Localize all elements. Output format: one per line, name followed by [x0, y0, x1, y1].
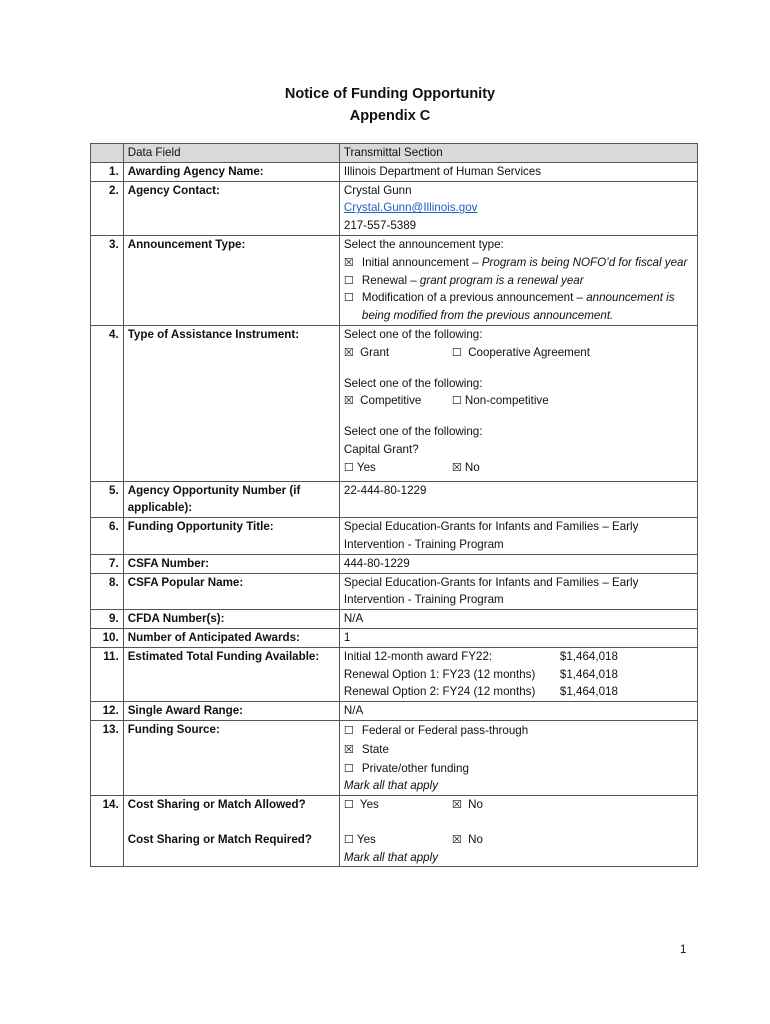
competition-options: [344, 392, 693, 410]
funding-line: [344, 666, 693, 684]
unchecked-box-icon[interactable]: ☐: [343, 291, 354, 305]
field-value: [339, 796, 697, 867]
announcement-option-renewal[interactable]: [344, 272, 693, 290]
field-label: CSFA Number:: [123, 554, 339, 573]
option-label: Federal or Federal pass-through: [361, 723, 529, 737]
funding-source-state[interactable]: [344, 741, 693, 759]
option-label: Yes: [359, 798, 379, 812]
table-row: [91, 554, 698, 573]
field-value: [339, 235, 697, 325]
option-label: Initial announcement –: [361, 255, 482, 269]
field-value: Special Education-Grants for Infants and Families – Early Intervention - Training Program: [339, 573, 697, 610]
field-value: Special Education-Grants for Infants and Families – Early Intervention - Training Program: [339, 518, 697, 555]
unchecked-box-icon[interactable]: ☐: [343, 273, 354, 287]
unchecked-box-icon[interactable]: ☐: [343, 723, 354, 737]
option-label: Private/other funding: [361, 761, 469, 775]
table-header-row: [91, 144, 698, 163]
field-label: [123, 796, 339, 867]
table-row: [91, 610, 698, 629]
funding-label: Initial 12-month award FY22:: [343, 649, 493, 663]
row-number: 12.: [91, 702, 124, 721]
field-value: 22-444-80-1229: [339, 481, 697, 518]
capital-prompt: Select one of the following:: [343, 425, 483, 439]
mark-all-note: Mark all that apply: [343, 850, 438, 864]
cooperative-agreement-option[interactable]: [452, 344, 590, 362]
table-row: [91, 181, 698, 235]
unchecked-box-icon[interactable]: ☐: [343, 798, 354, 812]
field-value: [339, 181, 697, 235]
table-row: [91, 628, 698, 647]
row-number: 7.: [91, 554, 124, 573]
field-label: Funding Opportunity Title:: [123, 518, 339, 555]
allowed-options: [344, 796, 693, 814]
option-note: Program is being NOFO’d for fiscal year: [481, 255, 688, 269]
funding-line: [344, 683, 693, 701]
competitive-option[interactable]: [344, 392, 452, 410]
option-label: No: [468, 832, 483, 846]
checked-box-icon[interactable]: ☒: [343, 742, 354, 756]
field-label: Single Award Range:: [123, 702, 339, 721]
field-value: Illinois Department of Human Services: [339, 162, 697, 181]
table-row: [91, 162, 698, 181]
allowed-no-option[interactable]: [452, 796, 483, 814]
checked-box-icon[interactable]: ☒: [451, 832, 462, 846]
option-label: Modification of a previous announcement –: [361, 291, 587, 305]
required-options: [344, 831, 693, 849]
row-number: 2.: [91, 181, 124, 235]
unchecked-box-icon[interactable]: ☐: [451, 394, 462, 408]
required-yes-option[interactable]: [344, 831, 452, 849]
table-row: [91, 481, 698, 518]
contact-email-link[interactable]: Crystal.Gunn@Illinois.gov: [343, 201, 478, 215]
document-title: [0, 83, 770, 127]
field-label: CSFA Popular Name:: [123, 573, 339, 610]
option-label: State: [361, 742, 389, 756]
cost-sharing-required-label: Cost Sharing or Match Required?: [127, 832, 312, 846]
funding-label: Renewal Option 2: FY24 (12 months): [343, 685, 536, 699]
page-number: 1: [680, 944, 687, 956]
page-title: Notice of Funding Opportunity: [284, 86, 496, 102]
unchecked-box-icon[interactable]: ☐: [451, 345, 462, 359]
funding-source-private[interactable]: [344, 760, 693, 778]
row-number: 13.: [91, 720, 124, 795]
mark-all-note: Mark all that apply: [343, 779, 438, 793]
competition-prompt: Select one of the following:: [343, 376, 483, 390]
row-number: 1.: [91, 162, 124, 181]
funding-amount: $1,464,018: [559, 685, 618, 699]
option-label: Non-competitive: [464, 394, 549, 408]
field-label: Funding Source:: [123, 720, 339, 795]
option-label: No: [464, 460, 480, 474]
field-value: [339, 325, 697, 481]
checked-box-icon[interactable]: ☒: [343, 345, 354, 359]
required-no-option[interactable]: [452, 831, 483, 849]
allowed-yes-option[interactable]: [344, 796, 452, 814]
option-note: announcement is being modified from the previous announcement.: [361, 291, 675, 323]
header-number-cell: [91, 144, 124, 163]
row-number: 4.: [91, 325, 124, 481]
table-row: [91, 518, 698, 555]
field-value: [339, 720, 697, 795]
capital-yes-option[interactable]: [344, 459, 452, 477]
row-number: 11.: [91, 647, 124, 701]
field-label: Awarding Agency Name:: [123, 162, 339, 181]
table-row: [91, 702, 698, 721]
field-label: CFDA Number(s):: [123, 610, 339, 629]
announcement-prompt: Select the announcement type:: [343, 237, 504, 251]
funding-amount: $1,464,018: [559, 649, 618, 663]
option-label: Yes: [356, 832, 376, 846]
field-value: N/A: [339, 610, 697, 629]
checked-box-icon[interactable]: ☒: [343, 255, 354, 269]
table-row: [91, 647, 698, 701]
capital-grant-options: [344, 459, 693, 477]
cost-sharing-allowed-label: Cost Sharing or Match Allowed?: [127, 798, 306, 812]
row-number: 8.: [91, 573, 124, 610]
table-row: [91, 235, 698, 325]
option-label: Yes: [356, 460, 376, 474]
contact-phone: 217-557-5389: [343, 219, 417, 233]
page-subtitle: Appendix C: [349, 108, 431, 124]
funding-source-federal[interactable]: [344, 722, 693, 740]
header-transmittal-section: Transmittal Section: [339, 144, 697, 163]
capital-no-option[interactable]: [452, 459, 480, 477]
announcement-option-initial[interactable]: [344, 254, 693, 272]
funding-line: [344, 648, 693, 666]
field-label: Agency Opportunity Number (if applicable):: [123, 481, 339, 518]
option-label: Competitive: [360, 394, 422, 408]
field-value: 1: [339, 628, 697, 647]
option-note: grant program is a renewal year: [419, 273, 584, 287]
option-label: No: [468, 798, 483, 812]
table-row: [91, 573, 698, 610]
row-number: 5.: [91, 481, 124, 518]
non-competitive-option[interactable]: [452, 392, 549, 410]
unchecked-box-icon[interactable]: ☐: [343, 832, 354, 846]
row-number: 6.: [91, 518, 124, 555]
capital-grant-question: Capital Grant?: [343, 442, 419, 456]
instrument-options: [344, 344, 693, 362]
contact-name: Crystal Gunn: [343, 183, 412, 197]
field-value: 444-80-1229: [339, 554, 697, 573]
transmittal-table: [90, 143, 698, 867]
field-label: Type of Assistance Instrument:: [123, 325, 339, 481]
field-value: N/A: [339, 702, 697, 721]
field-label: Agency Contact:: [123, 181, 339, 235]
field-label: Estimated Total Funding Available:: [123, 647, 339, 701]
row-number: 9.: [91, 610, 124, 629]
funding-label: Renewal Option 1: FY23 (12 months): [343, 667, 536, 681]
unchecked-box-icon[interactable]: ☐: [343, 460, 354, 474]
table-row: [91, 796, 698, 867]
field-label: Number of Anticipated Awards:: [123, 628, 339, 647]
checked-box-icon[interactable]: ☒: [343, 394, 354, 408]
header-data-field: Data Field: [123, 144, 339, 163]
row-number: 10.: [91, 628, 124, 647]
grant-option[interactable]: [344, 344, 452, 362]
announcement-option-modification[interactable]: [344, 289, 693, 325]
funding-amount: $1,464,018: [559, 667, 618, 681]
unchecked-box-icon[interactable]: ☐: [343, 761, 354, 775]
table-row: [91, 325, 698, 481]
checked-box-icon[interactable]: ☒: [451, 798, 462, 812]
checked-box-icon[interactable]: ☒: [451, 460, 462, 474]
instrument-prompt: Select one of the following:: [343, 327, 483, 341]
row-number: 3.: [91, 235, 124, 325]
row-number: 14.: [91, 796, 124, 867]
option-label: Renewal –: [361, 273, 420, 287]
option-label: Cooperative Agreement: [468, 345, 590, 359]
option-label: Grant: [360, 345, 390, 359]
table-row: [91, 720, 698, 795]
field-label: Announcement Type:: [123, 235, 339, 325]
field-value: [339, 647, 697, 701]
